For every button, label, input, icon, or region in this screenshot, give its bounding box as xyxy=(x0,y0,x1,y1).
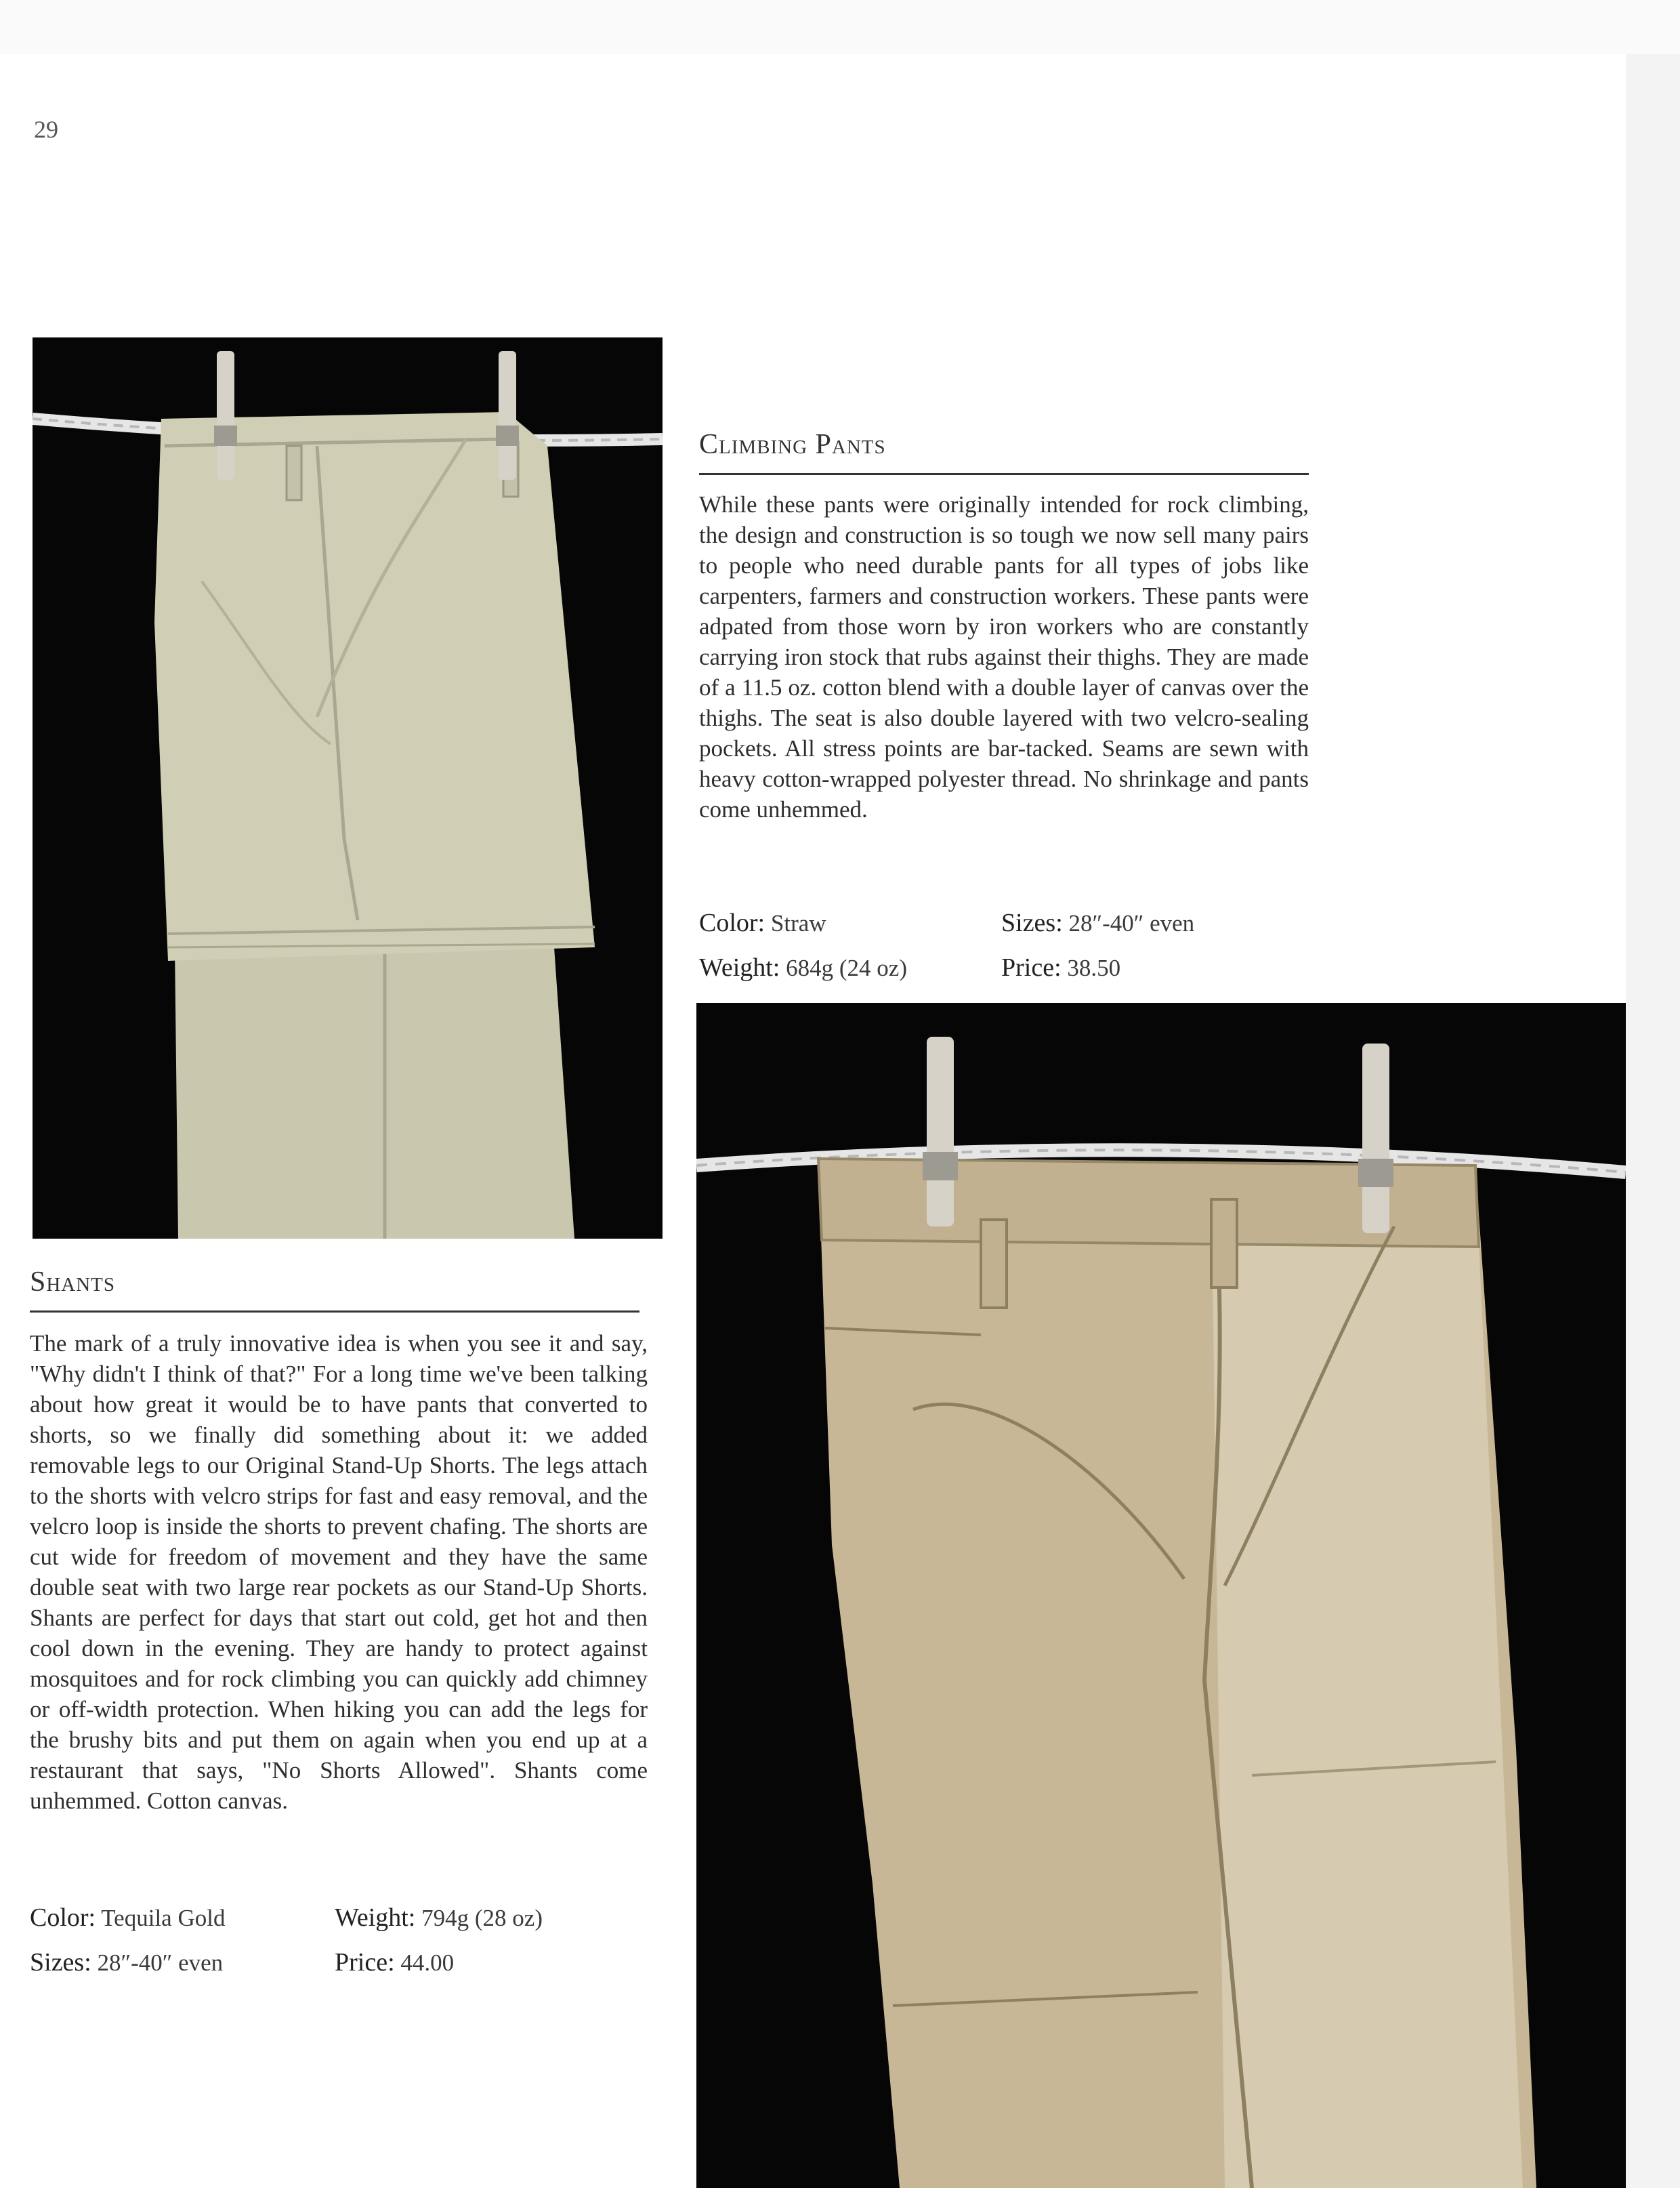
climbing-pants-description: While these pants were originally intended for rock climbing, the design and construction is so tough we now sell many pairs to people who need durable pants for all types of jobs like carpenters, farmers and construction workers. These pants were adpated from those worn by iron workers who are constantly carrying iron stock that rubs against their thighs. They are made of a 11.5 oz. cotton blend with a double layer of canvas over the thighs. The seat is also double layered with two velcro-sealing pockets. All stress points are bar-tacked. Seams are sewn with heavy cotton-wrapped polyester thread. No shrinkage and pants come unhemmed. xyxy=(699,491,1309,823)
climbing-sizes xyxy=(1001,908,1194,938)
climbing-color-label: Color: xyxy=(699,909,765,937)
shants-illustration xyxy=(33,337,663,1239)
shants-photo xyxy=(33,337,663,1239)
climbing-pants-illustration xyxy=(696,1003,1626,2188)
climbing-weight-label: Weight: xyxy=(699,953,780,982)
shants-color-label: Color: xyxy=(30,1903,96,1932)
climbing-sizes-label: Sizes: xyxy=(1001,909,1063,937)
shants-sizes-label: Sizes: xyxy=(30,1948,91,1977)
shants-color xyxy=(30,1903,225,1933)
climbing-sizes-value: 28″-40″ even xyxy=(1068,910,1195,936)
shants-sizes xyxy=(30,1947,223,1977)
climbing-pants-photo xyxy=(696,1003,1626,2188)
shants-title: Shants xyxy=(30,1266,639,1313)
climbing-color xyxy=(699,908,826,938)
shants-price xyxy=(335,1947,454,1977)
climbing-pants-title: Climbing Pants xyxy=(699,428,1309,475)
climbing-color-value: Straw xyxy=(770,910,826,936)
page-number: 29 xyxy=(34,116,58,143)
climbing-weight xyxy=(699,953,907,983)
scan-edge-right xyxy=(1626,54,1680,2188)
clothespin xyxy=(214,351,237,480)
shants-price-value: 44.00 xyxy=(400,1949,455,1976)
removable-leg xyxy=(175,947,574,1239)
climbing-price-label: Price: xyxy=(1001,953,1062,982)
shorts-body xyxy=(154,412,595,961)
shants-weight-label: Weight: xyxy=(335,1903,416,1932)
shants-price-label: Price: xyxy=(335,1948,395,1977)
clothespin xyxy=(496,351,519,480)
shants-weight xyxy=(335,1903,543,1933)
shants-weight-value: 794g (28 oz) xyxy=(421,1905,543,1931)
clothespin xyxy=(923,1037,958,1226)
scan-margin xyxy=(0,0,1680,54)
climbing-weight-value: 684g (24 oz) xyxy=(786,955,907,981)
shants-color-value: Tequila Gold xyxy=(101,1905,226,1931)
climbing-price-value: 38.50 xyxy=(1067,955,1121,981)
shants-description: The mark of a truly innovative idea is when you see it and say, "Why didn't I think of that?" For a long time we've been talking about how great it would be to have pants that converted to shorts, so we finally did something about it: we added removable legs to our Original Stand-Up Shorts. The legs attach to the shorts with velcro strips for fast and easy removal, and the velcro loop is inside the shorts to prevent chafing. The shorts are cut wide for freedom of movement and they have the same double seat with two large rear pockets as our Stand-Up Shorts. Shants are perfect for days that start out cold, get hot and then cool down in the evening. They are handy to protect against mosquitoes and for rock climbing you can quickly add chimney or off-width protection. When hiking you can add the legs for the brushy bits and put them on again when you end up at a restaurant that says, "No Shorts Allowed". Shants come unhemmed. Cotton canvas. xyxy=(30,1330,648,1814)
climbing-price xyxy=(1001,953,1120,983)
shants-sizes-value: 28″-40″ even xyxy=(97,1949,224,1976)
clothespin xyxy=(1358,1044,1393,1233)
